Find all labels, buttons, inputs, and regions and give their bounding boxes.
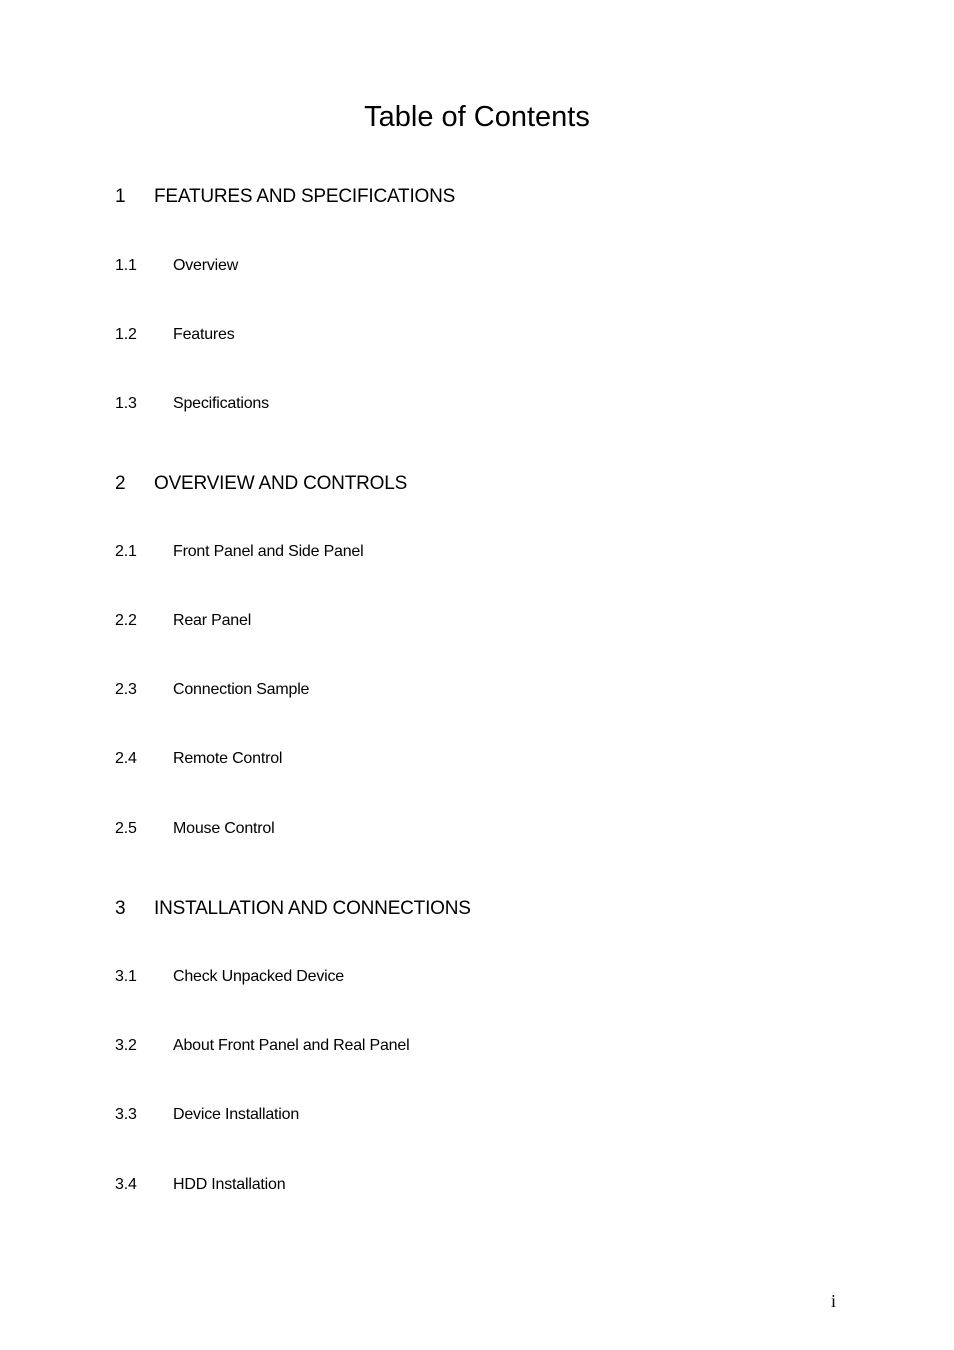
- toc-title: Features: [173, 326, 235, 343]
- toc-number: 3.1: [115, 968, 137, 985]
- toc-number: 1.1: [115, 257, 137, 274]
- toc-number: 1.2: [115, 326, 137, 343]
- toc-number: 2: [115, 473, 126, 494]
- toc-title: Front Panel and Side Panel: [173, 543, 364, 560]
- toc-number: 2.4: [115, 750, 137, 767]
- toc-number: 2.1: [115, 543, 137, 560]
- toc-title: Device Installation: [173, 1106, 300, 1123]
- toc-number: 3.4: [115, 1176, 137, 1193]
- toc-title: About Front Panel and Real Panel: [173, 1037, 410, 1054]
- toc-title: HDD Installation: [173, 1176, 286, 1193]
- toc-title: Remote Control: [173, 750, 283, 767]
- toc-number: 3: [115, 898, 126, 919]
- toc-title: Overview: [173, 257, 239, 274]
- toc-number: 2.5: [115, 820, 137, 837]
- toc-number: 3.2: [115, 1037, 137, 1054]
- toc-number: 2.3: [115, 681, 137, 698]
- toc-title: INSTALLATION AND CONNECTIONS: [154, 898, 471, 919]
- toc-number: 1.3: [115, 395, 137, 412]
- page-title: Table of Contents: [364, 101, 590, 133]
- toc-title: Check Unpacked Device: [173, 968, 344, 985]
- toc-number: 3.3: [115, 1106, 137, 1123]
- toc-number: 1: [115, 186, 126, 207]
- toc-title: Specifications: [173, 395, 269, 412]
- toc-title: Connection Sample: [173, 681, 310, 698]
- toc-number: 2.2: [115, 612, 137, 629]
- toc-title: Rear Panel: [173, 612, 252, 629]
- page-number: i: [831, 1291, 837, 1311]
- toc-title: FEATURES AND SPECIFICATIONS: [154, 186, 456, 207]
- toc-title: OVERVIEW AND CONTROLS: [154, 473, 408, 494]
- toc-title: Mouse Control: [173, 820, 275, 837]
